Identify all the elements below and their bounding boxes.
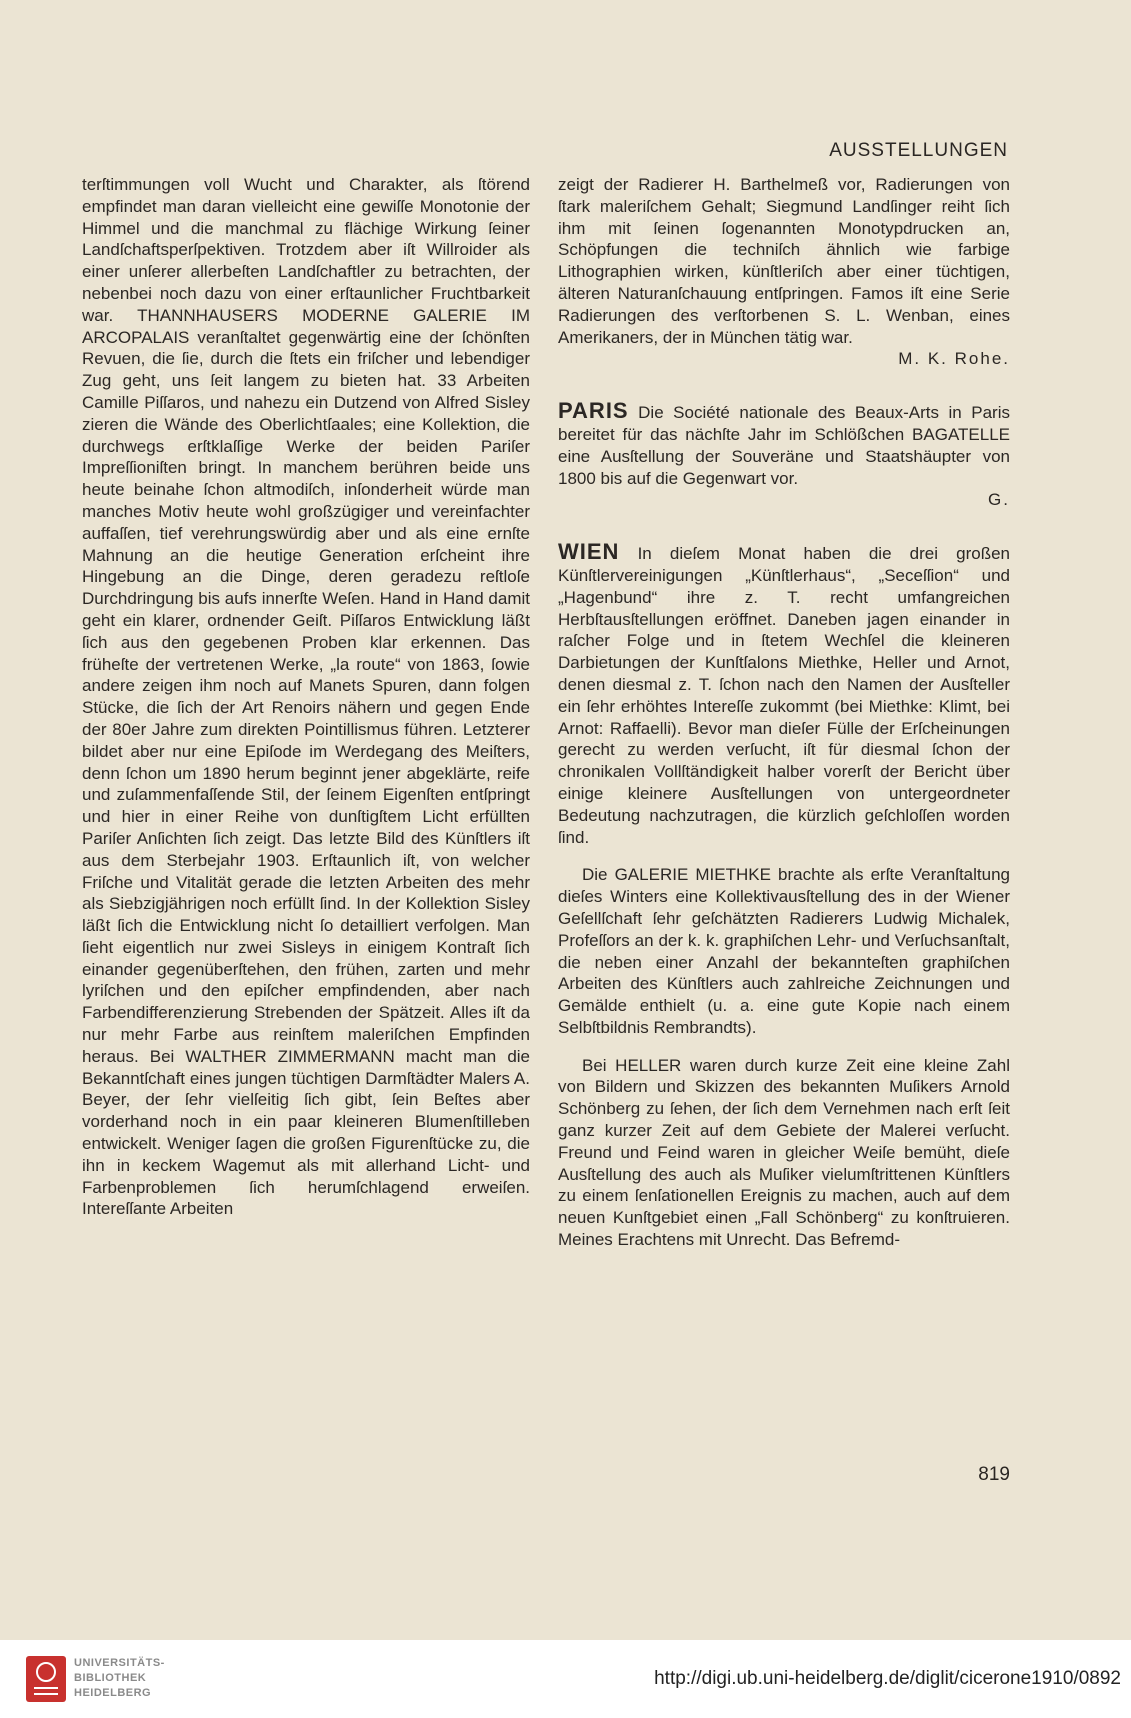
permalink-url[interactable]: http://digi.ub.uni-heidelberg.de/diglit/cicerone1910/0892 — [654, 1668, 1121, 1689]
munich-signature: M. K. Rohe. — [898, 349, 1010, 369]
page-number: 819 — [978, 1464, 1010, 1485]
wien-heading: WIEN — [558, 539, 620, 565]
munich-report-end: zeigt der Radierer H. Barthelmeß vor, Radierungen von ſtark maleriſchem Gehalt; Siegmund Landſinger reiht ſich ihm mit ſeinen ſogenannten Monotypdrucken an, Schöpfungen die techniſch ähnlich wie farbige Lithographien wirken, künſtleriſch aber einer tüchtigen, älteren Naturanſchauung entſpringen. Famos iſt eine Serie Radierungen des verſtorbenen S. L. Wenban, eines Amerikaners, der in München tätig war. — [558, 175, 1010, 347]
right-column — [558, 174, 1010, 1251]
paris-section — [558, 400, 1010, 489]
university-seal-icon — [24, 1654, 68, 1704]
viewer-footer — [0, 1640, 1131, 1718]
wien-text: In dieſem Monat haben die drei großen Künſtlervereinigungen „Künſtlerhaus“, „Seceſſion“ und „Hagenbund“ ihre z. T. recht umfangreichen Herbſtausſtellungen eröffnet. Daneben jagen einander in raſcher Folge und in ſtetem Wechſel die kleineren Darbietungen der Kunſtſalons Miethke, Heller und Arnot, denen diesmal z. T. ſchon nach den Namen der Ausſteller ein ſehr erhöhtes Intereſſe zukommt (bei Miethke: Klimt, bei Arnot: Raffaelli). Bevor man dieſer Fülle der Erſcheinungen gerecht zu werden verſucht, iſt für diesmal ſchon der chronikalen Vollſtändigkeit halber vorerſt der Bericht über einige kleinere Ausſtellungen von untergeordneter Bedeutung nachzutragen, die kürzlich geſchloſſen worden ſind. — [558, 544, 1010, 847]
library-name-line: HEIDELBERG — [74, 1687, 152, 1699]
left-paragraph: terſtimmungen voll Wucht und Charakter, als ſtörend empfindet man daran vielleicht eine gewiſſe Monotonie der Himmel und die manchmal zu flächige Wirkung ſeiner Landſchaftsperſpektiven. Trotzdem aber iſt Willroider als einer unſerer allerbeſten Landſchaftler zu betrachten, der nebenbei noch dazu von einer erſtaunlicher Fruchtbarkeit war. THANNHAUSERS MODERNE GALERIE IM ARCOPALAIS veranſtaltet gegenwärtig eine der ſchönſten Revuen, die ſie, durch die ſtets ein friſcher und lebendiger Zug geht, uns ſeit langem zu bieten hat. 33 Arbeiten Camille Piſſaros, und nahezu ein Dutzend von Alfred Sisley zieren die Wände des Oberlichtſaales; eine Kollektion, die durchwegs erſtklaſſige Werke der beiden Pariſer Impreſſioniſten bringt. In manchem berühren beide uns heute beinahe ſchon altmodiſch, inſonderheit würde man manches Motiv heute wohl großzügiger und vereinfachter auffaſſen, tief verehrungswürdig aber und als eine ernſte Mahnung an die heutige Generation erſcheint ihre Hingebung an die Dinge, deren geradezu reſtloſe Durchdringung bis aufs innerſte Weſen. Hand in Hand damit geht ein klarer, ordnender Geiſt. Piſſaros Entwicklung läßt ſich aus den gegebenen Proben klar erkennen. Das frühеſte der vertretenen Werke, „la route“ von 1863, ſowie andere zeigen ihm noch auf Manets Spuren, dann folgen Stücke, die ſich der Art Renoirs nähern und gegen Ende der 80er Jahre zum direkten Pointillismus führen. Letzterer bildet aber nur eine Epiſode im Werdegang des Meiſters, denn ſchon um 1890 herum beginnt jener abgeklärte, reife und zuſammenfaſſende Stil, der ſeinem Eigenſten entſpringt und hier in einer Reihe von dunſtigſtem Licht erfüllten Pariſer Anſichten ſich zeigt. Das letzte Bild des Künſtlers iſt aus dem Sterbejahr 1903. Erſtaunlich iſt, von welcher Friſche und Vitalität gerade die letzten Arbeiten des mehr als Siebzigjährigen noch erfüllt ſind. In der Kollektion Sisley läßt ſich die Entwicklung nicht ſo detailliert verfolgen. Man ſieht eigentlich nur zwei Sisleys in einigem Kontraſt ſich einander gegenüberſtehen, den frühen, zarten und mehr lyriſchen und den epiſcher empfindenden, aber nach Farbendifferenzierung Strebenden der Spätzeit. Alles iſt da nur mehr Farbe aus reinſtem maleriſchen Empfinden heraus. Bei WALTHER ZIMMERMANN macht man die Bekanntſchaft eines jungen tüchtigen Darmſtädter Malers A. Beyer, der ſehr vielſeitig ſich gibt, ſein Beſtes aber vorderhand noch in ein paar kleineren Blumenſtilleben entwickelt. Weniger ſagen die großen Figurenſtücke zu, die ihn in keckem Wagemut als mit allerhand Licht- und Farbenproblemen ſich herumſchlagend erweiſen. Intereſſante Arbeiten — [82, 175, 530, 1219]
paris-text: Die Société nationale des Beaux-Arts in Paris bereitet für das nächſte Jahr im Schlößchen BAGATELLE eine Ausſtellung der Souveräne und Staatshäupter von 1800 bis auf die Gegenwart vor. — [558, 403, 1010, 488]
paris-heading: PARIS — [558, 398, 629, 424]
paris-signature: G. — [988, 490, 1010, 510]
running-header: AUSSTELLUNGEN — [829, 140, 1008, 161]
wien-section — [558, 541, 1010, 848]
left-column — [82, 174, 530, 1220]
library-name — [74, 1656, 165, 1701]
heller-paragraph: Bei HELLER waren durch kurze Zeit eine kleine Zahl von Bildern und Skizzen des bekannten Muſikers Arnold Schönberg zu ſehen, der ſich dem Vernehmen nach erſt ſeit ganz kurzer Zeit auf dem Gebiete der Malerei verſucht. Freund und Feind waren in gleicher Weiſe bemüht, dieſe Ausſtellung des auch als Muſiker vielumſtrittenen Künſtlers zu einem ſenſationellen Ereignis zu machen, auch auf dem neuen Kunſtgebiet einen „Fall Schönberg“ zu konſtruieren. Meines Erachtens mit Unrecht. Das Befremd- — [558, 1055, 1010, 1250]
library-name-line: BIBLIOTHEK — [74, 1672, 147, 1684]
library-name-line: UNIVERSITÄTS- — [74, 1657, 165, 1669]
miethke-paragraph: Die GALERIE MIETHKE brachte als erſte Veranſtaltung dieſes Winters eine Kollektivausſtellung des in der Wiener Geſellſchaft ſehr geſchätzten Radierers Ludwig Michalek, Profeſſors an der k. k. graphiſchen Lehr- und Verſuchsanſtalt, die neben einer Anzahl der bekannteſten graphiſchen Arbeiten des Künſtlers auch zahlreiche Zeichnungen und Gemälde enthielt (u. a. eine gute Kopie nach einem Selbſtbildnis Rembrandts). — [558, 865, 1010, 1037]
